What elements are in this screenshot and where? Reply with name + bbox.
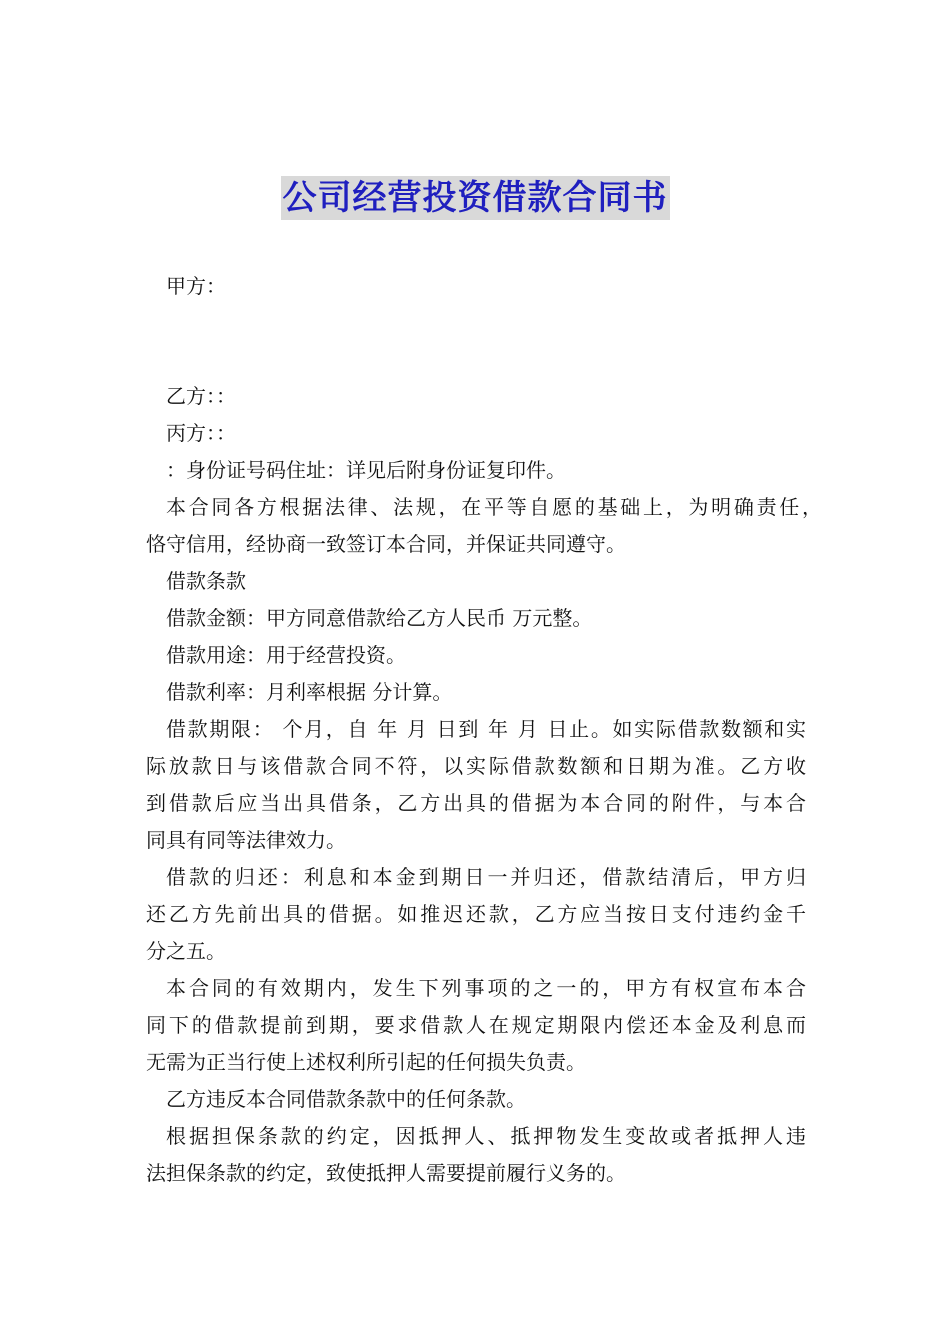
validity-line-3: 无需为正当行使上述权利所引起的任何损失负责。: [146, 1050, 586, 1074]
loan-purpose-line: 借款用途：用于经营投资。: [166, 643, 406, 667]
party-a-line: 甲方：: [166, 274, 226, 298]
guarantee-line-1: 根据担保条款的约定，因抵押人、抵押物发生变故或者抵押人违: [166, 1124, 806, 1148]
repayment-line-2: 还乙方先前出具的借据。如推迟还款，乙方应当按日支付违约金千: [146, 902, 806, 926]
party-b-line: 乙方：：: [166, 384, 236, 408]
repayment-line-3: 分之五。: [146, 939, 226, 963]
loan-terms-heading: 借款条款: [166, 569, 246, 593]
breach-line: 乙方违反本合同借款条款中的任何条款。: [166, 1087, 526, 1111]
repayment-line-1: 借款的归还：利息和本金到期日一并归还，借款结清后，甲方归: [166, 865, 806, 889]
loan-term-line-3: 到借款后应当出具借条，乙方出具的借据为本合同的附件，与本合: [146, 791, 806, 815]
party-c-line: 丙方：：: [166, 421, 236, 445]
loan-term-line-4: 同具有同等法律效力。: [146, 828, 346, 852]
loan-amount-line: 借款金额：甲方同意借款给乙方人民币 万元整。: [166, 606, 593, 630]
preamble-line-2: 恪守信用，经协商一致签订本合同，并保证共同遵守。: [146, 532, 626, 556]
preamble-line-1: 本合同各方根据法律、法规，在平等自愿的基础上，为明确责任，: [166, 495, 822, 519]
id-address-line: ：身份证号码住址：详见后附身份证复印件。: [166, 458, 566, 482]
validity-line-1: 本合同的有效期内，发生下列事项的之一的，甲方有权宣布本合: [166, 976, 806, 1000]
validity-line-2: 同下的借款提前到期，要求借款人在规定期限内偿还本金及利息而: [146, 1013, 806, 1037]
guarantee-line-2: 法担保条款的约定，致使抵押人需要提前履行义务的。: [146, 1161, 626, 1185]
loan-rate-line: 借款利率：月利率根据 分计算。: [166, 680, 453, 704]
document-title: 公司经营投资借款合同书: [282, 178, 668, 218]
loan-term-line-1: 借款期限： 个月，自 年 月 日到 年 月 日止。如实际借款数额和实: [166, 717, 806, 741]
loan-term-line-2: 际放款日与该借款合同不符，以实际借款数额和日期为准。乙方收: [146, 754, 806, 778]
title-container: [0, 176, 950, 220]
